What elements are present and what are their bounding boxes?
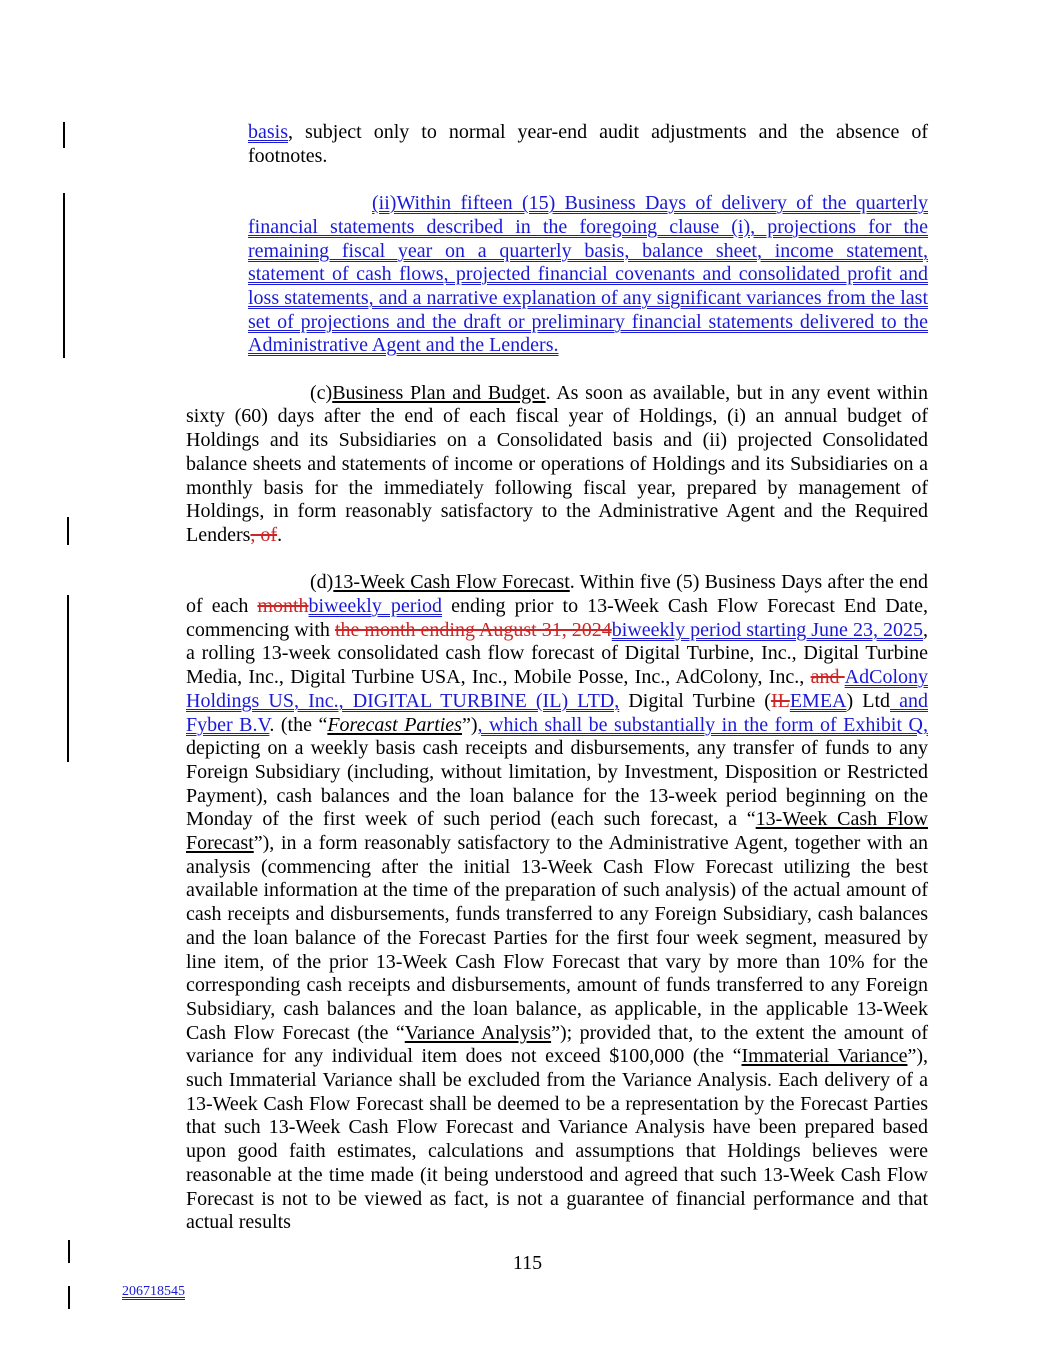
body-text: ) Ltd [846,689,891,712]
paragraph-ii-insertion [248,192,928,358]
defined-term-italic: Forecast Parties [327,713,462,736]
body-text: ”) [461,713,478,736]
clause-label: (c) [310,381,333,404]
body-text: ”), in a form reasonably satisfactory to the Administrative Agent, together with an analysis (commencing after the initial 13-Week Cash Flow Forecast utilizing the best available information at the time of the preparation of such analysis) of the actual amount of cash receipts and disbursements, funds transferred to any Foreign Subsidiary, cash balances and the loan balance of the Forecast Parties for the first four week segment, measured by line item, of the prior 13-Week Cash Flow Forecast that vary by more than 10% for the corresponding cash receipts and disbursements, amount of funds transferred to any Foreign Subsidiary, cash balances and the loan balance, as applicable, in the applicable 13-Week Cash Flow Forecast (the “ [186,832,928,1044]
change-bar [67,595,69,762]
deleted-text: IL [770,689,790,712]
inserted-text: biweekly period starting June 23, 2025 [611,618,924,641]
deleted-text: , of [250,523,278,546]
deleted-text: month [257,595,309,618]
page-number: 115 [512,1252,543,1274]
body-text: . As soon as available, but in any event within sixty (60) days after the end of each fiscal year of Holdings, (i) an annual budget of Holdings and its Subsidiaries on a Consolidated basis and (ii) projected Consolidated balance sheets and statements of income or operations of Holdings and its Subsidiaries on a monthly basis for the immediately following fiscal year, prepared by management of Holdings, in form reasonably satisfactory to the Administrative Agent and the Required Lenders [186,381,928,546]
change-bar [63,193,65,358]
body-text-block [186,121,928,1259]
inserted-text: AdColony Holdings US, Inc., DIGITAL TURBINE (IL) LTD, [186,666,928,712]
defined-term: Immaterial Variance [741,1045,908,1068]
inserted-text: EMEA [789,689,847,712]
paragraph-c-business-plan-and-budget [186,382,928,548]
defined-term: 13-Week Cash Flow Forecast [333,571,570,594]
body-text: , a rolling 13-week consolidated cash flow forecast of Digital Turbine, Inc., Digital Turbine Media, Inc., Digital Turbine USA, Inc., Mobile Posse, Inc., AdColony, Inc., [186,618,929,689]
paragraph-basis-continuation [248,121,928,168]
inserted-text: biweekly period [308,595,443,618]
body-text: ending prior to 13-Week Cash Flow Forecast End Date, commencing with [186,595,928,641]
document-id-footer: 206718545 [122,1284,185,1299]
defined-term: Business Plan and Budget [332,381,546,404]
change-bar [63,122,65,148]
deleted-text: the month ending August 31, 2024 [334,618,612,641]
change-bar [68,1286,70,1309]
defined-term: 13-Week Cash Flow Forecast [186,808,928,855]
change-bar [67,517,69,545]
inserted-text: , which shall be substantially in the form of Exhibit Q, [477,713,928,736]
body-text: . [277,523,283,546]
inserted-text: basis [248,121,288,143]
body-text: Digital Turbine ( [619,689,771,712]
body-text: . (the “ [269,713,328,736]
defined-term: Variance Analysis [404,1021,552,1044]
deleted-text: and [810,666,845,689]
body-text: depicting on a weekly basis cash receipts and disbursements, any transfer of funds to any Foreign Subsidiary (including, without limitation, by Investment, Disposition or Restricted Payment), cash balances and the loan balance for the 13-week period beginning on the Monday of the first week of such period (each such forecast, a “ [186,737,928,831]
paragraph-d-13-week-cash-flow-forecast [186,571,928,1235]
body-text: ”); provided that, to the extent the amount of variance for any individual item does not exceed $100,000 (the “ [186,1021,928,1068]
inserted-text: Within fifteen (15) Business Days of delivery of the quarterly financial statements described in the foregoing clause (i), projections for the remaining fiscal year on a quarterly basis, balance sheet, income statement, statement of cash flows, projected financial covenants and consolidated profit and loss statements, and a narrative explanation of any significant variances from the last set of projections and the draft or preliminary financial statements delivered to the Administrative Agent and the Lenders. [248,192,928,357]
body-text: ”), such Immaterial Variance shall be excluded from the Variance Analysis. Each delivery of a 13-Week Cash Flow Forecast shall be deemed to be a representation by the Forecast Parties that such 13-Week Cash Flow Forecast and Variance Analysis have been prepared based upon good faith estimates, calculations and assumptions that Holdings believes were reasonable at the time made (it being understood and agreed that such 13-Week Cash Flow Forecast is not to be viewed as fact, is not a guarantee of financial performance and that actual results [186,1045,928,1234]
inserted-text: and Fyber B.V [186,689,929,736]
body-text: , subject only to normal year-end audit adjustments and the absence of footnotes. [248,121,928,167]
clause-label: (ii) [372,192,397,215]
body-text: . Within five (5) Business Days after the end of each [186,571,928,618]
clause-label: (d) [310,571,334,594]
